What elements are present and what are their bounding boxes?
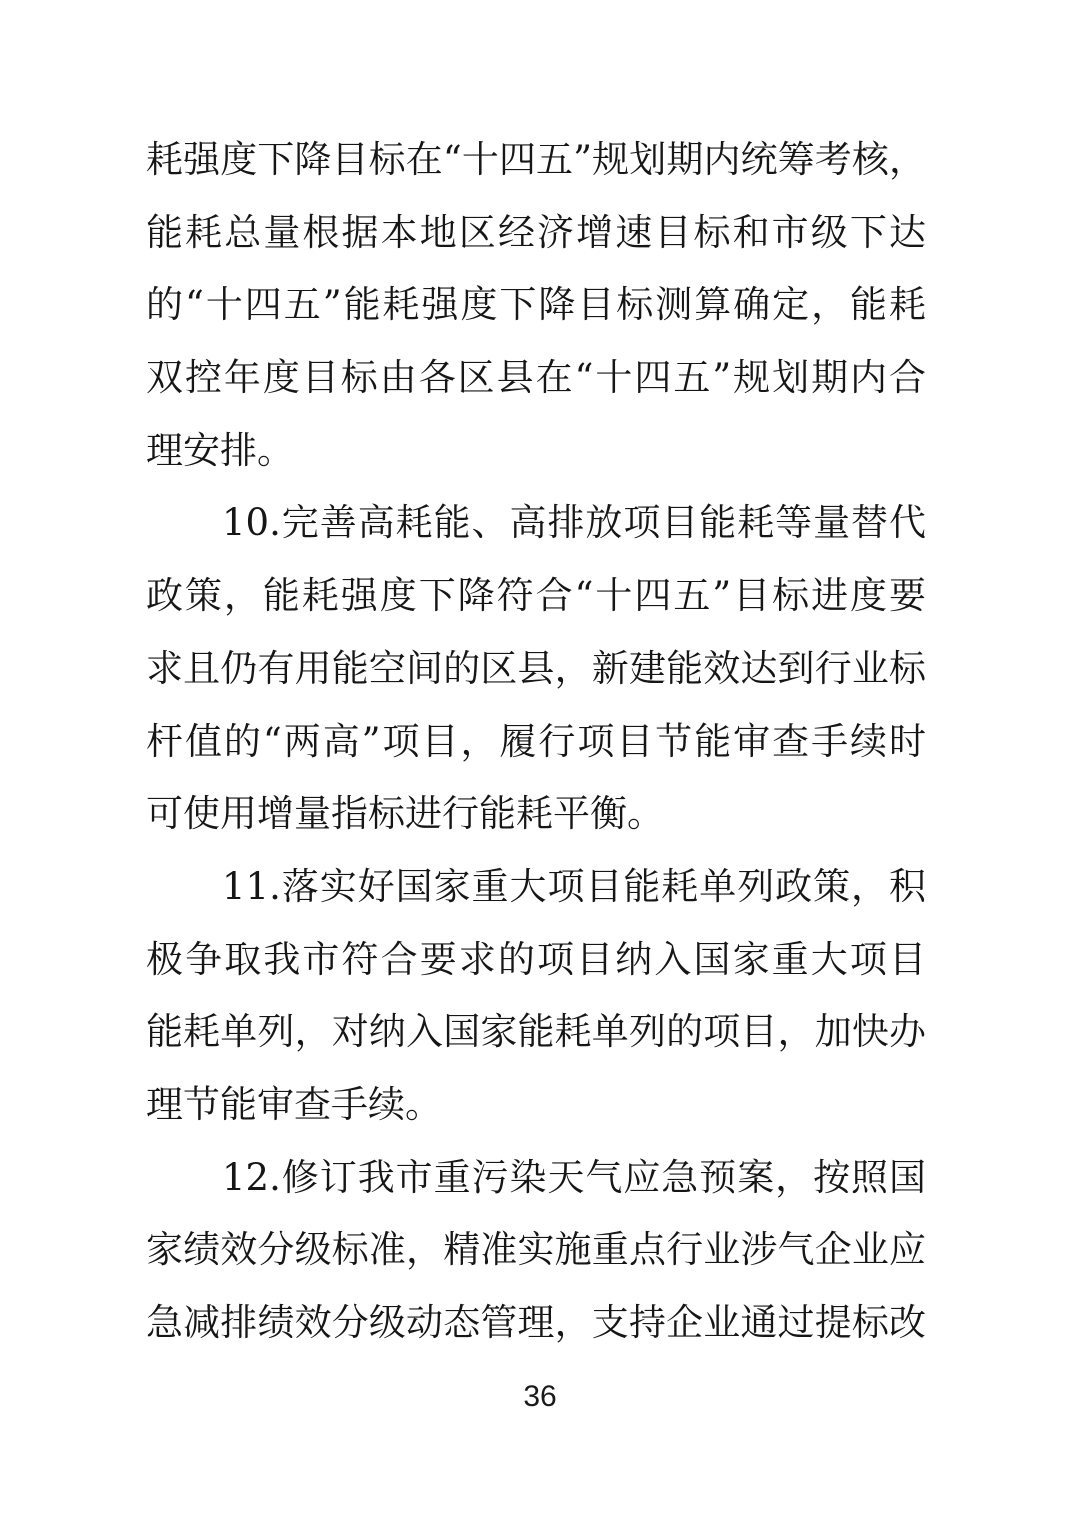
text-line: 杆值的“两高”项目，履行项目节能审查手续时: [146, 719, 926, 763]
page-number: 36: [523, 1380, 557, 1413]
text-line: 极争取我市符合要求的项目纳入国家重大项目: [146, 937, 926, 981]
text-line: 理节能审查手续。: [146, 1082, 442, 1126]
paragraph-12-start: 12.修订我市重污染天气应急预案，按照国: [222, 1155, 926, 1199]
text-line: 理安排。: [146, 428, 294, 472]
text-line: 耗强度下降目标在“十四五”规划期内统筹考核，: [146, 138, 926, 181]
text-line: 家绩效分级标准，精准实施重点行业涉气企业应: [146, 1228, 926, 1272]
text-line: 的“十四五”能耗强度下降目标测算确定，能耗: [146, 283, 926, 327]
text-line: 急减排绩效分级动态管理，支持企业通过提标改: [146, 1301, 926, 1344]
text-line: 可使用增量指标进行能耗平衡。: [146, 792, 664, 836]
text-line: 双控年度目标由各区县在“十四五”规划期内合: [146, 356, 926, 400]
body-text: [146, 124, 926, 1360]
text-line: 能耗总量根据本地区经济增速目标和市级下达: [146, 210, 926, 254]
text-line: 能耗单列，对纳入国家能耗单列的项目，加快办: [146, 1010, 926, 1054]
text-line: 求且仍有用能空间的区县，新建能效达到行业标: [146, 646, 926, 690]
text-line: 政策，能耗强度下降符合“十四五”目标进度要: [146, 574, 926, 618]
paragraph-10-start: 10.完善高耗能、高排放项目能耗等量替代: [222, 501, 926, 545]
paragraph-11-start: 11.落实好国家重大项目能耗单列政策，积: [222, 864, 926, 908]
